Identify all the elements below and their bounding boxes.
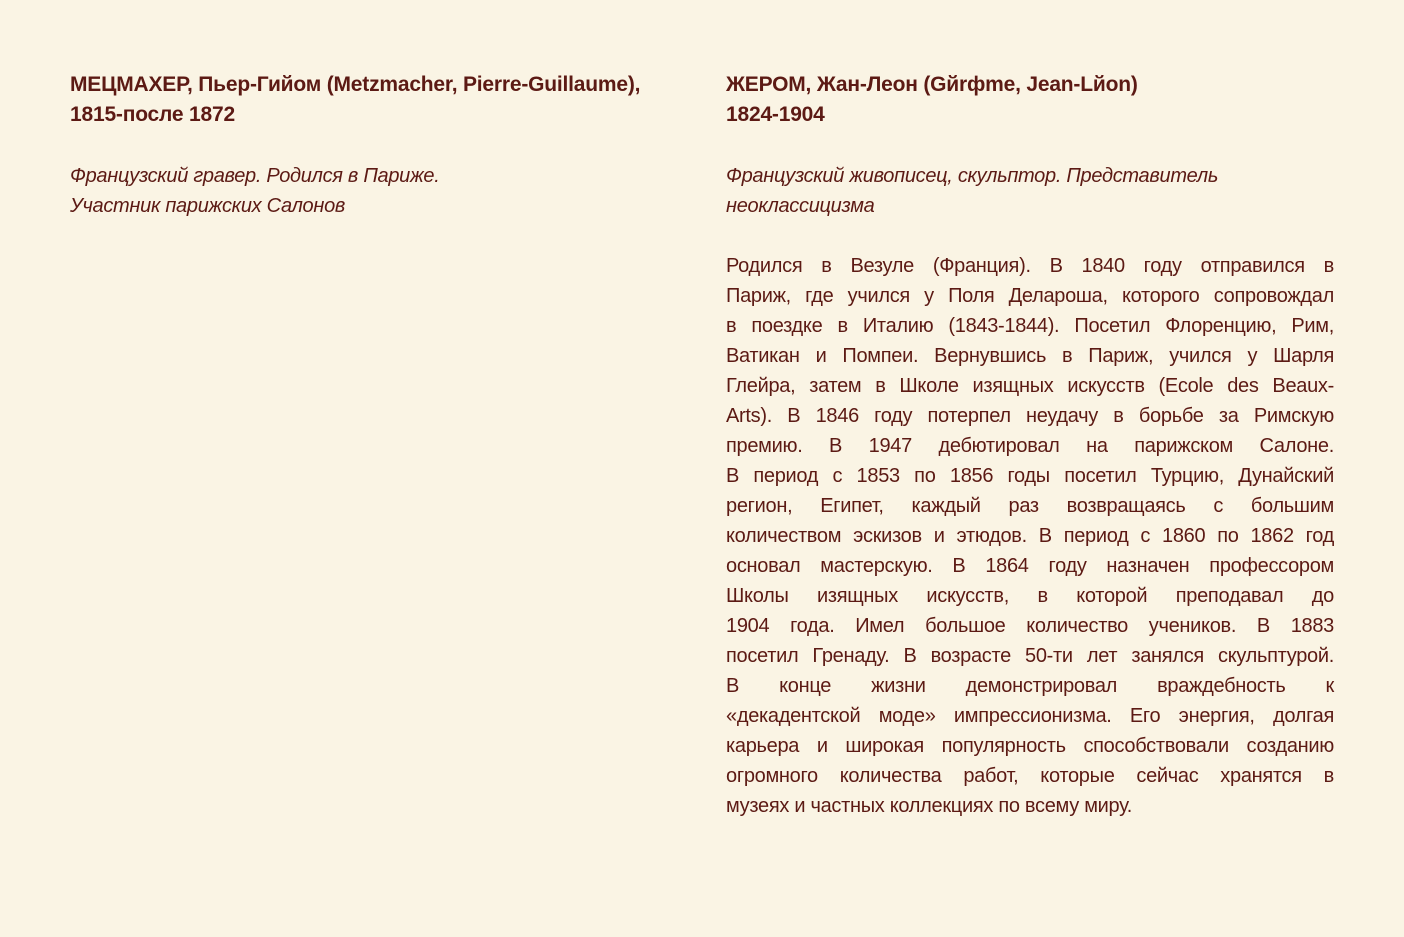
bio-line: количеством эскизов и этюдов. В период с 1860 по 1862 год bbox=[726, 525, 1334, 547]
entry-subtitle bbox=[70, 161, 440, 221]
bio-line: посетил Гренаду. В возрасте 50-ти лет занялся скульптурой. bbox=[726, 645, 1334, 667]
entry-subtitle bbox=[726, 161, 1218, 221]
bio-line: музеях и частных коллекциях по всему миру. bbox=[726, 795, 1133, 817]
bio-line: премию. В 1947 дебютировал на парижском Салоне. bbox=[726, 435, 1334, 457]
bio-line: в поездке в Италию (1843-1844). Посетил Флоренцию, Рим, bbox=[726, 315, 1334, 337]
bio-line: основал мастерскую. В 1864 году назначен профессором bbox=[726, 555, 1334, 577]
subtitle-line: Французский живописец, скульптор. Представитель bbox=[726, 165, 1219, 187]
bio-line: В конце жизни демонстрировал враждебность к bbox=[726, 675, 1334, 697]
bio-line: 1904 года. Имел большое количество учеников. В 1883 bbox=[726, 615, 1334, 637]
subtitle-line: Участник парижских Салонов bbox=[70, 195, 346, 217]
bio-line: «декадентской моде» импрессионизма. Его энергия, долгая bbox=[726, 705, 1334, 727]
bio-line: Родился в Везуле (Франция). В 1840 году отправился в bbox=[726, 255, 1334, 277]
entry-biography bbox=[726, 251, 1334, 821]
bio-line: карьера и широкая популярность способствовали созданию bbox=[726, 735, 1334, 757]
heading-dates-line: 1824-1904 bbox=[726, 103, 825, 126]
bio-line: регион, Египет, каждый раз возвращаясь с большим bbox=[726, 495, 1334, 517]
entry-heading bbox=[70, 70, 640, 130]
bio-line: Школы изящных искусств, в которой преподавал до bbox=[726, 585, 1334, 607]
heading-name-line: МЕЦМАХЕР, Пьер-Гийом (Metzmacher, Pierre-Guillaume), bbox=[70, 73, 641, 96]
bio-line: огромного количества работ, которые сейчас хранятся в bbox=[726, 765, 1334, 787]
heading-name-line: ЖЕРОМ, Жан-Леон (Gйrфme, Jean-Lйon) bbox=[726, 73, 1138, 96]
bio-line: Глейра, затем в Школе изящных искусств (Ecole des Beaux- bbox=[726, 375, 1334, 397]
bio-line: В период с 1853 по 1856 годы посетил Турцию, Дунайский bbox=[726, 465, 1334, 487]
bio-line: Ватикан и Помпеи. Вернувшись в Париж, учился у Шарля bbox=[726, 345, 1334, 367]
bio-line: Arts). В 1846 году потерпел неудачу в борьбе за Римскую bbox=[726, 405, 1334, 427]
entry-heading bbox=[726, 70, 1138, 130]
bio-line: Париж, где учился у Поля Делароша, которого сопровождал bbox=[726, 285, 1334, 307]
subtitle-line: неоклассицизма bbox=[726, 195, 875, 217]
subtitle-line: Французский гравер. Родился в Париже. bbox=[70, 165, 440, 187]
heading-dates-line: 1815-после 1872 bbox=[70, 103, 235, 126]
